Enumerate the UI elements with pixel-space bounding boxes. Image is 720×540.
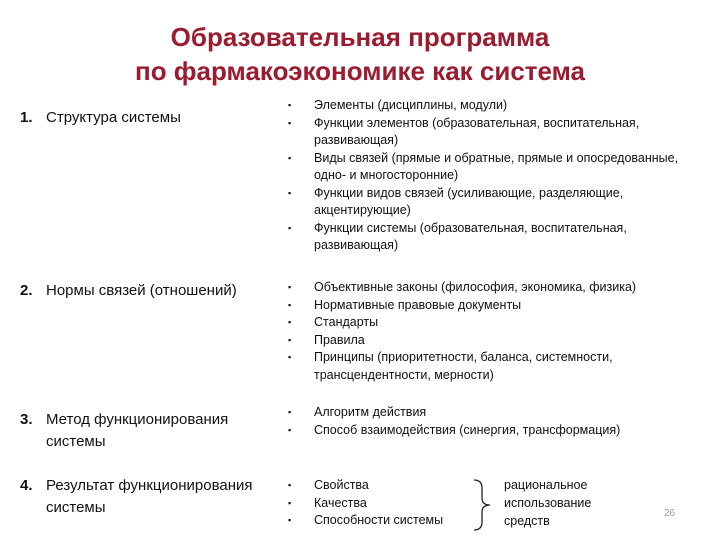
list-item — [288, 495, 468, 513]
section-1-number: 1. — [20, 109, 33, 126]
list-item — [288, 185, 690, 220]
list-item — [288, 297, 708, 315]
title-line-1: Образовательная программа — [170, 22, 550, 52]
section-2-list — [288, 279, 708, 384]
bullet-icon: ▪ — [288, 352, 292, 362]
slide-title — [0, 20, 720, 88]
section-1-label — [46, 107, 296, 129]
section-3-number: 3. — [20, 411, 33, 428]
bullet-icon: ▪ — [288, 152, 292, 163]
list-item — [288, 115, 690, 150]
list-item-text: Свойства — [314, 478, 369, 492]
bullet-icon: ▪ — [288, 282, 292, 292]
bullet-icon: ▪ — [288, 187, 292, 198]
bullet-icon: ▪ — [288, 317, 292, 327]
section-3-label-line-1: Метод функционирования — [46, 411, 229, 428]
section-2-label — [46, 280, 296, 302]
list-item-text: Принципы (приоритетности, баланса, системности, трансцендентности, мерности) — [314, 350, 613, 382]
list-item — [288, 404, 708, 422]
bullet-icon: ▪ — [288, 424, 292, 435]
list-item-text: Функции элементов (образовательная, воспитательная, развивающая) — [314, 115, 640, 147]
section-2-label-line: Нормы связей (отношений) — [46, 282, 237, 299]
page-number: 26 — [664, 508, 676, 519]
section-2-number: 2. — [20, 282, 33, 299]
list-item-text: Нормативные правовые документы — [314, 297, 522, 312]
list-item-text: Правила — [314, 332, 365, 347]
section-4-list — [288, 477, 468, 530]
list-item — [288, 332, 708, 350]
list-item — [288, 477, 468, 495]
bullet-icon: ▪ — [288, 117, 292, 128]
result-summary-line-1: рациональное — [504, 478, 588, 492]
curly-brace-icon — [470, 478, 498, 532]
list-item-text: Виды связей (прямые и обратные, прямые и опосредованные, одно- и многосторонние) — [314, 150, 679, 182]
list-item — [288, 314, 708, 332]
title-line-2: по фармакоэкономике как система — [135, 56, 585, 86]
section-1-list — [288, 97, 690, 255]
bullet-icon: ▪ — [288, 407, 292, 417]
bullet-icon: ▪ — [288, 334, 292, 345]
section-4-label-line-2: системы — [46, 499, 106, 516]
list-item-text: Объективные законы (философия, экономика, физика) — [314, 280, 637, 294]
bullet-icon: ▪ — [288, 497, 292, 508]
list-item — [288, 349, 708, 384]
list-item-text: Качества — [314, 495, 367, 510]
list-item — [288, 150, 690, 185]
section-3-list — [288, 404, 708, 439]
section-4-number: 4. — [20, 477, 33, 494]
list-item-text: Способ взаимодействия (синергия, трансформация) — [314, 422, 621, 437]
list-item-text: Функции системы (образовательная, воспитательная, развивающая) — [314, 220, 627, 252]
list-item — [288, 422, 708, 440]
list-item-text: Элементы (дисциплины, модули) — [314, 98, 508, 112]
result-summary-line-2: использование — [504, 496, 592, 510]
section-4-label-line-1: Результат функционирования — [46, 477, 253, 494]
list-item — [288, 220, 690, 255]
bullet-icon: ▪ — [288, 222, 292, 233]
list-item-text: Способности системы — [314, 513, 444, 527]
result-summary — [504, 476, 591, 530]
list-item-text: Алгоритм действия — [314, 405, 427, 419]
list-item-text: Функции видов связей (усиливающие, разделяющие, акцентирующие) — [314, 185, 624, 217]
list-item — [288, 279, 708, 297]
list-item-text: Стандарты — [314, 315, 379, 329]
section-3-label-line-2: системы — [46, 433, 106, 450]
bullet-icon: ▪ — [288, 100, 292, 110]
list-item — [288, 512, 468, 530]
section-1-label-line: Структура системы — [46, 109, 181, 126]
list-item — [288, 97, 690, 115]
bullet-icon: ▪ — [288, 515, 292, 525]
section-4-label — [46, 475, 296, 519]
bullet-icon: ▪ — [288, 480, 292, 490]
bullet-icon: ▪ — [288, 299, 292, 310]
section-3-label — [46, 409, 296, 453]
result-summary-line-3: средств — [504, 514, 550, 528]
